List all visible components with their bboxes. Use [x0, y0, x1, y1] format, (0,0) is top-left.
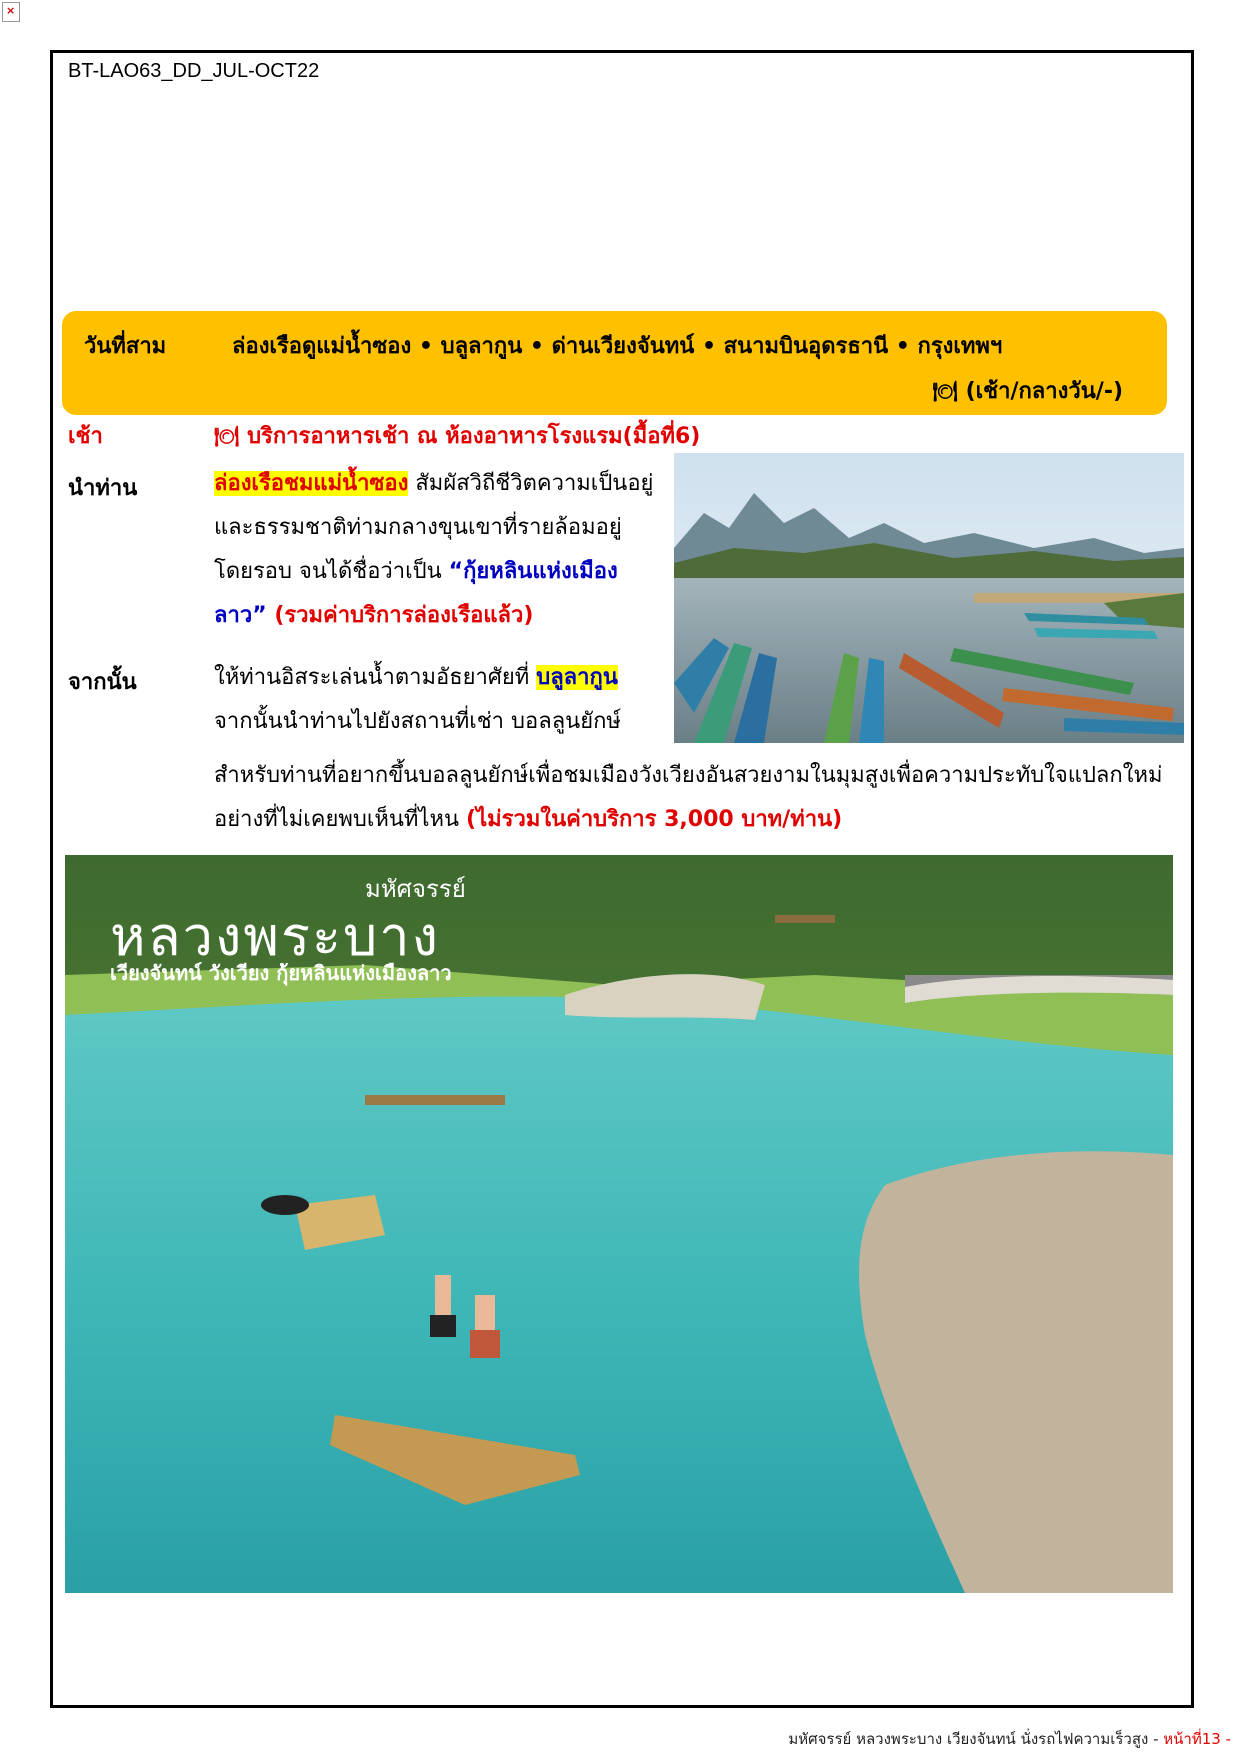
- river-boats-illustration: [674, 453, 1184, 743]
- plate-cutlery-icon: 🍽: [214, 424, 240, 448]
- breakfast-line: [214, 418, 700, 453]
- page-number: หน้าที่13 -: [1163, 1730, 1231, 1748]
- river-boats-photo: [674, 453, 1184, 743]
- photo-title-line2: หลวงพระบาง: [110, 905, 440, 968]
- morning-label: เช้า: [68, 424, 103, 449]
- p1-label: นำท่าน: [68, 476, 138, 501]
- photo-title-line1: มหัศจรรย์: [365, 875, 466, 903]
- document-code: BT-LAO63_DD_JUL-OCT22: [68, 60, 320, 82]
- guilin-quote: “กุ้ยหลินแห่งเมืองลาว”: [214, 559, 618, 628]
- p2-label: จากนั้น: [68, 670, 137, 695]
- page-footer: [788, 1727, 1231, 1751]
- footer-text: มหัศจรรย์ หลวงพระบาง เวียงจันทน์ นั่งรถไฟความเร็วสูง -: [788, 1730, 1164, 1748]
- blue-lagoon-photo: [65, 855, 1173, 1593]
- plate-cutlery-icon: 🍽: [932, 379, 958, 403]
- boat-trip-text: สัมผัสวิถีชีวิตความเป็นอยู่และธรรมชาติท่ามกลางขุนเขาที่รายล้อมอยู่โดยรอบ จนได้ชื่อว่าเป็น: [214, 471, 654, 584]
- blue-lagoon-text-2: จากนั้นนำท่านไปยังสถานที่เช่า บอลลูนยักษ์: [214, 709, 621, 734]
- broken-image-icon: ×: [2, 2, 20, 22]
- boat-trip-paragraph: [214, 462, 659, 638]
- day-banner: [62, 311, 1167, 415]
- balloon-paragraph: [214, 754, 1174, 842]
- balloon-text: สำหรับท่านที่อยากขึ้นบอลลูนยักษ์เพื่อชมเมืองวังเวียงอันสวยงามในมุมสูงเพื่อความประทับใจแปลกใหม่อย่างที่ไม่เคยพบเห็นที่ไหน: [214, 763, 1163, 832]
- day-meals: [933, 373, 1123, 408]
- blue-lagoon-paragraph: [214, 656, 659, 744]
- blue-lagoon-text-1: ให้ท่านอิสระเล่นน้ำตามอัธยาศัยที่: [214, 665, 537, 690]
- blue-lagoon-highlight: บลูลากูน: [536, 665, 618, 690]
- boat-trip-note: (รวมค่าบริการล่องเรือแล้ว): [266, 603, 534, 628]
- day-route: ล่องเรือดูแม่น้ำซอง • บลูลากูน • ด่านเวียงจันทน์ • สนามบินอุดรธานี • กรุงเทพฯ: [232, 334, 1003, 359]
- day-meals-text: (เช้า/กลางวัน/-): [965, 379, 1123, 404]
- balloon-note: (ไม่รวมในค่าบริการ 3,000 บาท/ท่าน): [466, 807, 843, 832]
- day-label: วันที่สาม: [84, 334, 167, 359]
- breakfast-text: บริการอาหารเช้า ณ ห้องอาหารโรงแรม(มื้อที่6): [247, 424, 701, 449]
- boat-trip-highlight: ล่องเรือชมแม่น้ำซอง: [214, 471, 409, 496]
- photo-title-line3: เวียงจันทน์ วังเวียง กุ้ยหลินแห่งเมืองลาว: [110, 961, 452, 985]
